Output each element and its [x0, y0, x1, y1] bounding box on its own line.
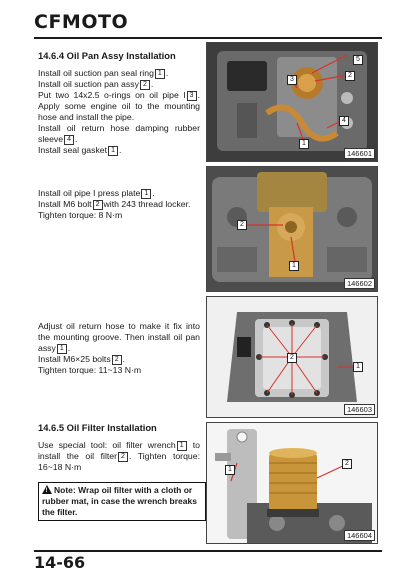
ref-tag: 1: [177, 441, 187, 451]
engine-photo: [207, 167, 377, 291]
step-5: Install seal gasket 1 .: [38, 145, 122, 155]
note-text: Wrap oil filter with a cloth or rubber mat, in case the wrench breaks the filter.: [42, 485, 197, 517]
callout-3: 3: [287, 75, 297, 85]
figure-oil-pan-assy: [206, 42, 378, 162]
callout-2: 2: [287, 353, 297, 363]
ref-tag: 1: [155, 69, 165, 79]
callout-1: 1: [289, 261, 299, 271]
brand-logo: CFMOTO: [34, 11, 129, 33]
figure-id: 146604: [344, 530, 375, 541]
callout-4: 4: [339, 116, 349, 126]
callout-5: 5: [353, 55, 363, 65]
step-2: Install M6 bolt 2 with 243 thread locker.: [38, 199, 191, 209]
figure-id: 146603: [344, 404, 375, 415]
footer-rule: [34, 550, 382, 552]
section-3-text: [38, 321, 200, 376]
step-2: Install M6×25 bolts 2 .: [38, 354, 126, 364]
engine-photo: [207, 43, 377, 161]
callout-2: 2: [342, 459, 352, 469]
figure-id: 146601: [344, 148, 375, 159]
figure-oil-pan-bolts: [206, 296, 378, 418]
section-1-text: [38, 68, 200, 156]
step-2: Install oil suction pan assy 2 .: [38, 79, 154, 89]
ref-tag: 2: [112, 355, 122, 365]
note-box: [38, 482, 206, 521]
engine-photo: [207, 423, 377, 543]
step-1: Install oil pipe I press plate 1 .: [38, 188, 155, 198]
ref-tag: 2: [140, 80, 150, 90]
callout-1: 1: [299, 139, 309, 149]
step-3: Put two 14x2.5 o-rings on oil pipe I 3 . Apply some engine oil to the mounting hose and install the pipe.: [38, 90, 200, 122]
step-1: Install oil suction pan seal ring 1 .: [38, 68, 169, 78]
callout-1: 1: [353, 362, 363, 372]
torque: Tighten torque: 11~13 N·m: [38, 365, 142, 375]
torque: Tighten torque: 8 N·m: [38, 210, 123, 220]
ref-tag: 1: [141, 189, 151, 199]
figure-oil-filter: [206, 422, 378, 544]
ref-tag: 1: [57, 344, 67, 354]
step-4: Install oil return hose damping rubber sleeve 4 .: [38, 123, 200, 144]
ref-tag: 2: [93, 200, 103, 210]
section-title-oil-pan: 14.6.4 Oil Pan Assy Installation: [38, 50, 176, 61]
callout-2: 2: [237, 220, 247, 230]
section-2-text: [38, 188, 200, 221]
ref-tag: 3: [187, 91, 197, 101]
callout-1: 1: [225, 465, 235, 475]
callout-2: 2: [345, 71, 355, 81]
header-rule: [34, 37, 382, 39]
warning-icon: [42, 485, 52, 494]
figure-id: 146602: [344, 278, 375, 289]
step-1: Use special tool: oil filter wrench 1 to install the oil filter 2 . Tighten torque: 16~18 N·m: [38, 440, 200, 472]
section-title-oil-filter: 14.6.5 Oil Filter Installation: [38, 422, 157, 433]
ref-tag: 4: [64, 135, 74, 145]
page-number: 14-66: [34, 553, 86, 572]
ref-tag: 2: [118, 452, 128, 462]
section-4-text: [38, 440, 200, 473]
figure-oil-pipe-plate: [206, 166, 378, 292]
step-1: Adjust oil return hose to make it fix into the mounting groove. Then install oil pan assy 1 .: [38, 321, 200, 353]
note-label: Note:: [54, 485, 76, 495]
ref-tag: 1: [108, 146, 118, 156]
